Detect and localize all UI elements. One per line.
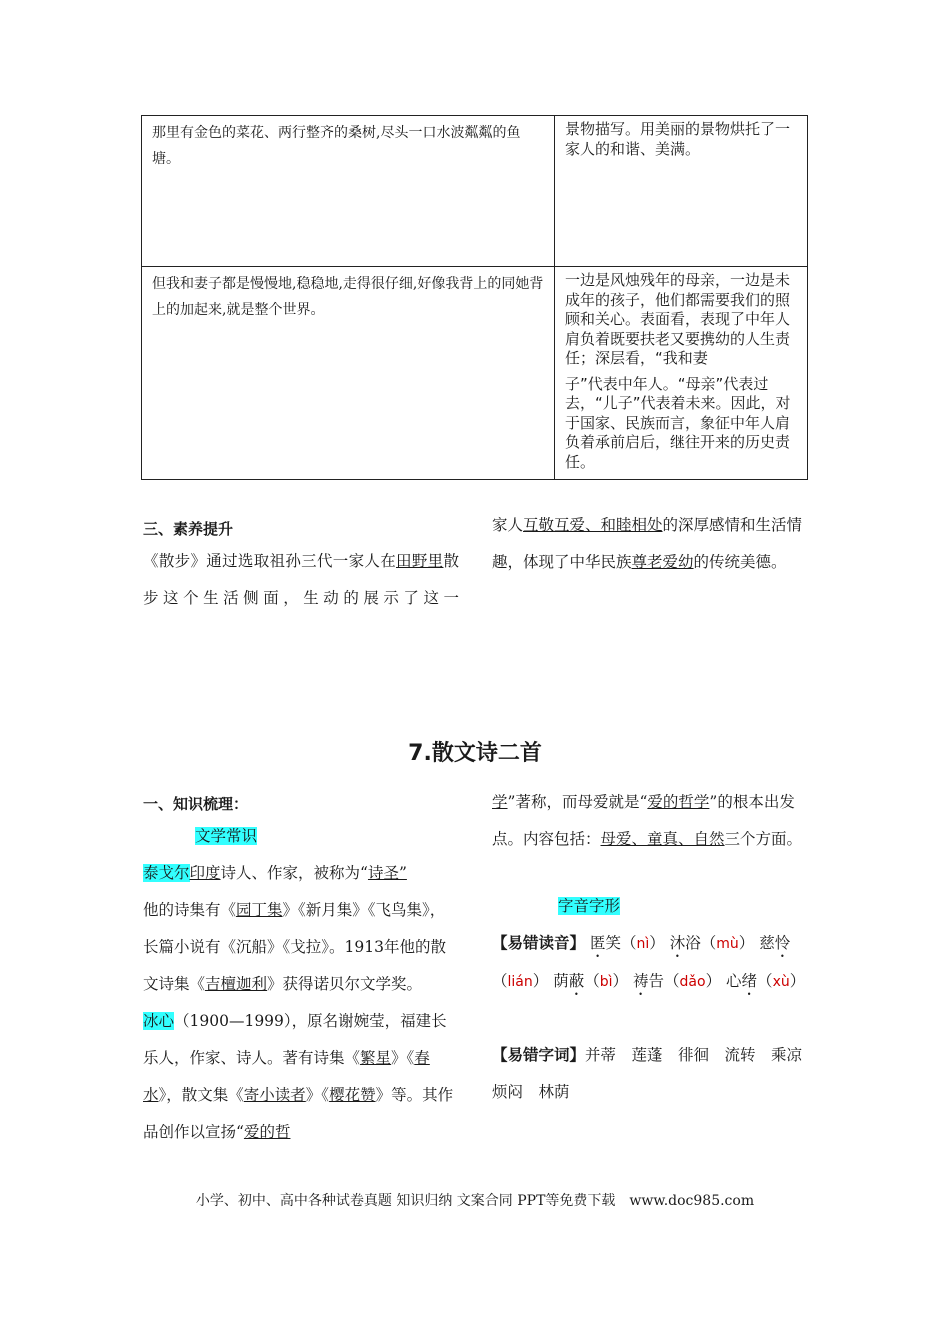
author-tagore: 泰戈尔 bbox=[143, 864, 190, 882]
section3-left-column: 《散步》通过选取祖孙三代一家人在田野里散步这个生活侧面，生动的展示了这一 bbox=[143, 552, 459, 607]
lesson-title: 7.散文诗二首 bbox=[408, 741, 542, 766]
underline-text: 互敬互爱、和睦相处 bbox=[523, 516, 663, 534]
lesson-right-column: 学”著称，而母爱就是“爱的哲学”的根本出发点。内容包括：母爱、童真、自然三个方面。 字音字形 【易错读音】 匿笑（nì） 沐浴（mù） 慈怜（lián） 荫蔽（bì） 祷告（dǎo） 心绪（xù） 【易错字词】并蒂 莲蓬 徘徊 流转 乘凉 烦闷 林荫 bbox=[492, 784, 808, 1111]
analysis-part-1: 一边是风烛残年的母亲，一边是未成年的孩子，他们都需要我们的照顾和关心。表面看，表现了中年人肩负着既要扶老又要携幼的人生责任；深层看，“我和妻 bbox=[565, 271, 791, 367]
section3-right-column: 家人互敬互爱、和睦相处的深厚感情和生活情趣，体现了中华民族尊老爱幼的传统美德。 bbox=[492, 516, 803, 571]
pron-item: 匿笑（nì） bbox=[589, 934, 665, 952]
analysis-table bbox=[141, 115, 808, 480]
pron-item: 慈怜（lián） bbox=[492, 934, 791, 990]
table-row bbox=[142, 267, 808, 480]
word-list: 【易错字词】并蒂 莲蓬 徘徊 流转 乘凉 烦闷 林荫 bbox=[492, 1046, 818, 1101]
lesson-left-column bbox=[143, 818, 459, 1151]
pron-item: 沐浴（mù） bbox=[669, 934, 755, 952]
author-bingxin: 冰心 bbox=[143, 1012, 175, 1030]
analysis-cell bbox=[555, 267, 808, 480]
analysis-part-2: 子”代表中年人。“母亲”代表过去，“儿子”代表着未来。因此，对于国家、民族而言，象征中年人肩负着承前启后，继往开来的历史责任。 bbox=[565, 374, 791, 471]
page-footer: 小学、初中、高中各种试卷真题 知识归纳 文案合同 PPT等免费下载 www.doc985.com bbox=[195, 1193, 755, 1209]
tagore-paragraph: 泰戈尔印度诗人、作家，被称为“诗圣” 他的诗集有《园丁集》《新月集》《飞鸟集》，长篇小说有《沉船》《戈拉》。1913年他的散文诗集《吉檀迦利》获得诺贝尔文学奖。 bbox=[143, 864, 446, 993]
bingxin-paragraph: 冰心（1900—1999），原名谢婉莹，福建长乐人，作家、诗人。著有诗集《繁星》《春水》，散文集《寄小读者》《樱花赞》等。其作品创作以宣扬“爱的哲 bbox=[143, 1012, 454, 1141]
underline-text: 田野里 bbox=[396, 552, 444, 570]
section-heading: 三、素养提升 bbox=[143, 520, 234, 538]
literature-tag: 文学常识 bbox=[195, 827, 258, 845]
table-row bbox=[142, 116, 808, 267]
underline-text: 尊老爱幼 bbox=[631, 553, 694, 571]
knowledge-heading: 一、知识梳理： bbox=[143, 795, 249, 813]
pronunciation-list: 【易错读音】 匿笑（nì） 沐浴（mù） 慈怜（lián） 荫蔽（bì） 祷告（dǎo） 心绪（xù） bbox=[492, 934, 806, 990]
quote-cell: 但我和妻子都是慢慢地,稳稳地,走得很仔细,好像我背上的同她背上的加起来,就是整个世界。 bbox=[142, 267, 555, 480]
char-tag: 字音字形 bbox=[558, 897, 621, 915]
analysis-cell: 景物描写。用美丽的景物烘托了一家人的和谐、美满。 bbox=[555, 116, 808, 267]
quote-cell: 那里有金色的菜花、两行整齐的桑树,尽头一口水波粼粼的鱼塘。 bbox=[142, 116, 555, 267]
pron-item: 心绪（xù） bbox=[726, 972, 806, 990]
pron-item: 祷告（dǎo） bbox=[632, 972, 722, 990]
pron-item: 荫蔽（bì） bbox=[553, 972, 629, 990]
